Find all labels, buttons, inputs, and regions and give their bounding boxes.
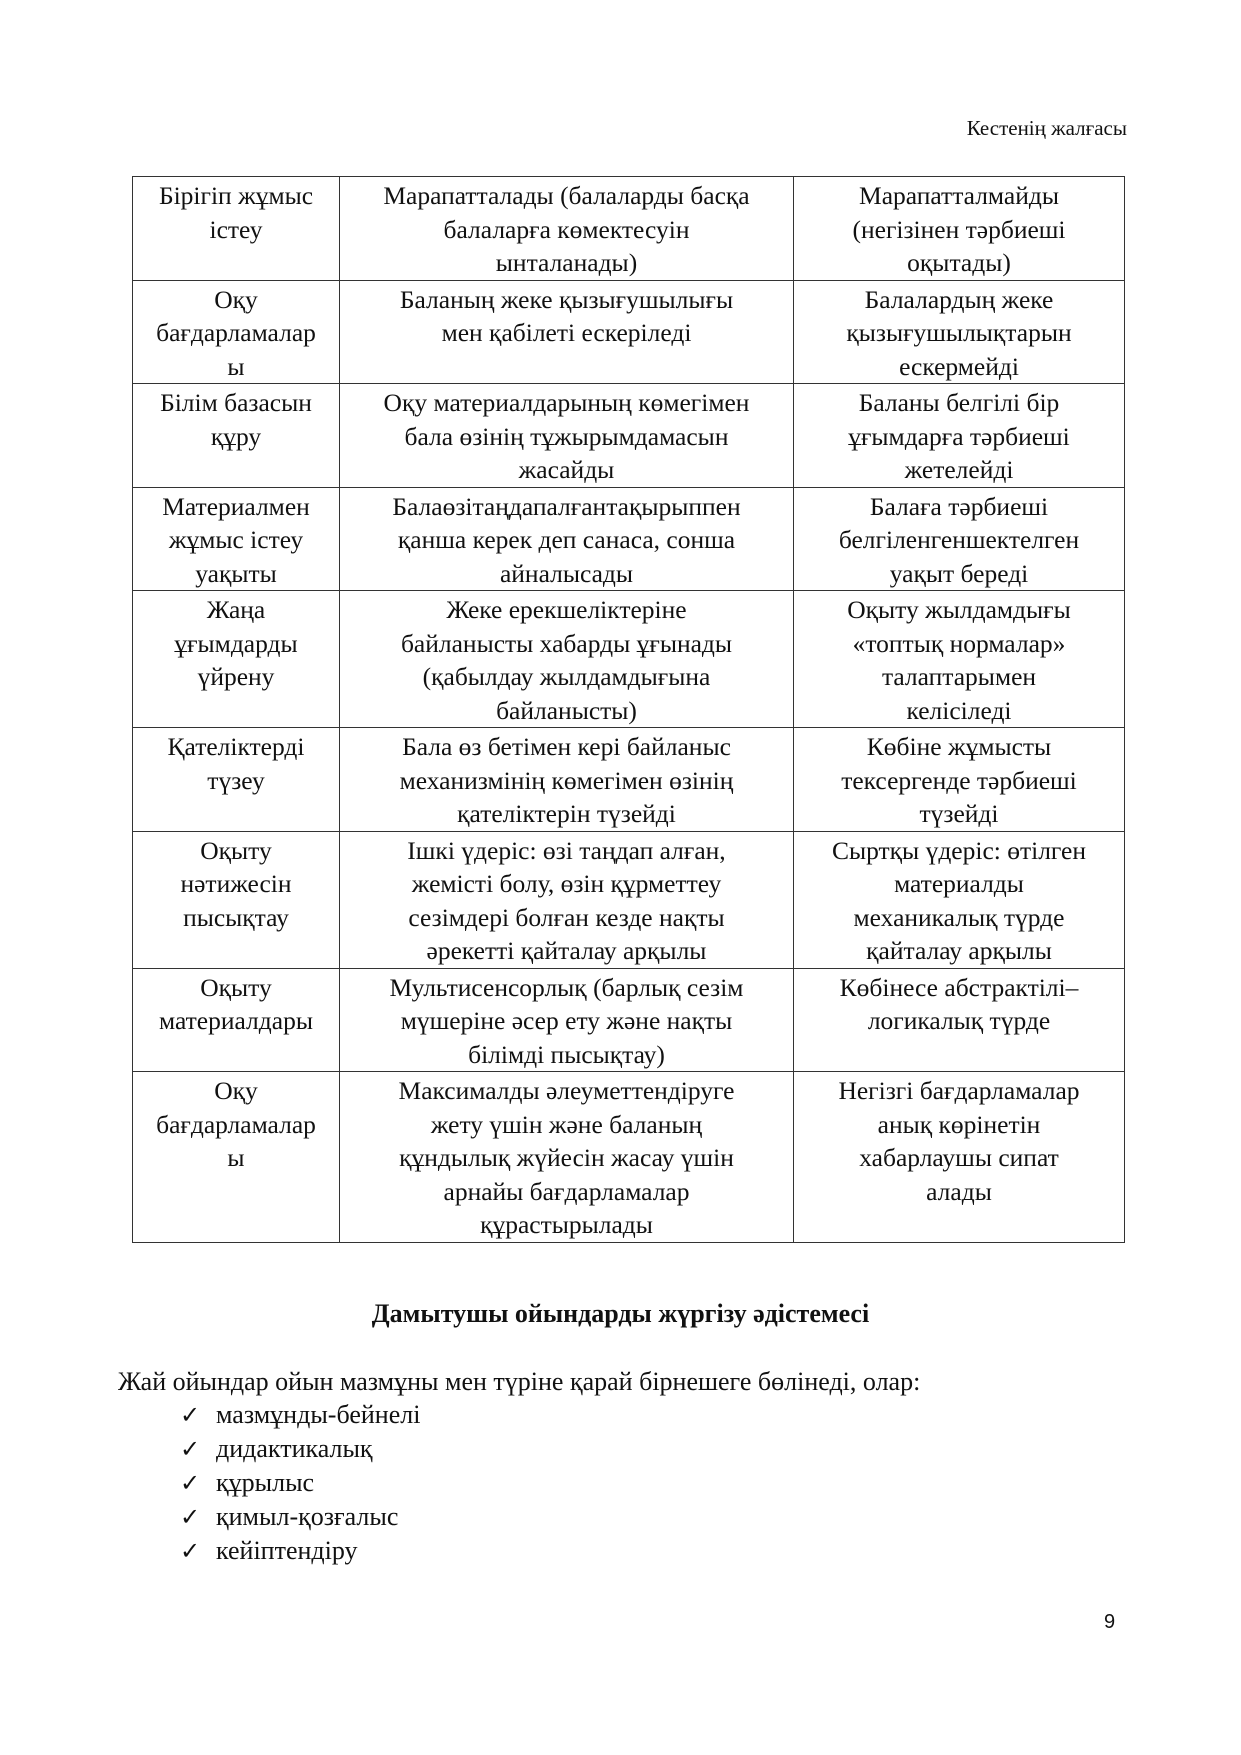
table-cell-criterion: Оқыту материалдары: [159, 972, 313, 1035]
checkmark-icon: ✓: [180, 1503, 201, 1531]
table-cell-montessori: Балаөзітаңдапалғантақырыппен қанша керек деп санаса, сонша айналысады: [392, 491, 741, 588]
table-cell-traditional: Негізгі бағдарламалар анық көрінетін хабарлаушы сипат алады: [838, 1076, 1080, 1206]
page-number: 9: [1104, 1611, 1116, 1633]
table-row: [133, 1072, 1125, 1243]
table-row: [133, 728, 1125, 832]
table-row: [133, 831, 1125, 968]
intro-paragraph: Жай ойындар ойын мазмұны мен түріне қарай бірнешеге бөлінеді, олар:: [118, 1367, 921, 1396]
table-row: [133, 280, 1125, 384]
checkmark-icon: ✓: [180, 1537, 201, 1565]
table-cell-traditional: Балалардың жеке қызығушылықтарын ескермейді: [846, 284, 1072, 381]
table-cell-traditional: Сыртқы үдеріс: өтілген материалды механикалық түрде қайталау арқылы: [831, 835, 1087, 965]
table-cell-criterion: Білім базасын құру: [160, 388, 312, 451]
table-cell-criterion: Оқу бағдарламалар ы: [156, 1076, 316, 1172]
list-item: [180, 1398, 420, 1432]
table-cell-criterion: Қателіктерді түзеу: [167, 732, 305, 795]
list-item-label: мазмұнды-бейнелі: [216, 1400, 421, 1429]
table-cell-montessori: Мультисенсорлық (барлық сезім мүшеріне әсер ету және нақты білімді пысықтау): [389, 972, 744, 1069]
table-cell-criterion: Бірігіп жұмыс істеу: [158, 181, 314, 244]
checkmark-icon: ✓: [180, 1469, 201, 1497]
game-types-list: [180, 1398, 420, 1568]
table-cell-criterion: Материалмен жұмыс істеу уақыты: [162, 491, 310, 588]
table-cell-criterion: Оқыту нәтижесін пысықтау: [180, 835, 292, 932]
table-row: [133, 177, 1125, 281]
table-cell-montessori: Максималды әлеуметтендіруге жету үшін және баланың құндылық жүйесін жасау үшін арнайы бағдарламалар құрастырылады: [398, 1076, 735, 1239]
table-cell-montessori: Бала өз бетімен кері байланыс механизмінің көмегімен өзінің қателіктерін түзейді: [399, 732, 734, 828]
list-item: [180, 1500, 420, 1534]
list-item-label: қимыл-қозғалыс: [216, 1502, 399, 1531]
table-cell-montessori: Марапатталады (балаларды басқа балаларға көмектесуін ынталанады): [383, 181, 750, 277]
table-row: [133, 591, 1125, 728]
continuation-note: Кестенің жалғасы: [966, 116, 1127, 140]
list-item: [180, 1432, 420, 1466]
table-cell-montessori: Баланың жеке қызығушылығы мен қабілеті ескеріледі: [399, 284, 734, 347]
checkmark-icon: ✓: [180, 1435, 201, 1463]
list-item-label: құрылыс: [216, 1468, 315, 1497]
table-cell-traditional: Балаға тәрбиеші белгіленгеншектелген уақыт береді: [838, 491, 1080, 588]
list-item: [180, 1534, 420, 1568]
section-heading: Дамытушы ойындарды жүргізу әдістемесі: [371, 1299, 870, 1328]
comparison-table: [132, 176, 1125, 1243]
table-cell-traditional: Баланы белгілі бір ұғымдарға тәрбиеші жетелейді: [848, 388, 1070, 484]
table-cell-montessori: Ішкі үдеріс: өзі таңдап алған, жемісті болу, өзін құрметтеу сезімдері болған кезде нақты әрекетті қайталау арқылы: [407, 835, 726, 965]
table-cell-traditional: Көбіне жұмысты тексергенде тәрбиеші түзейді: [841, 732, 1077, 828]
table-row: [133, 968, 1125, 1072]
table-row: [133, 384, 1125, 488]
table-row: [133, 487, 1125, 591]
table-cell-montessori: Оқу материалдарының көмегімен бала өзінің тұжырымдамасын жасайды: [383, 388, 750, 484]
list-item: [180, 1466, 420, 1500]
checkmark-icon: ✓: [180, 1401, 201, 1429]
table-cell-montessori: Жеке ерекшеліктеріне байланысты хабарды ұғынады (қабылдау жылдамдығына байланысты): [400, 595, 733, 725]
list-item-label: кейіптендіру: [216, 1536, 358, 1565]
table-cell-criterion: Жаңа ұғымдарды үйрену: [174, 595, 298, 691]
table-cell-traditional: Марапатталмайды (негізінен тәрбиеші оқытады): [852, 181, 1066, 277]
list-item-label: дидактикалық: [216, 1434, 373, 1463]
table-cell-traditional: Оқыту жылдамдығы «топтық нормалар» талаптарымен келісіледі: [847, 595, 1071, 725]
table-cell-criterion: Оқу бағдарламалар ы: [156, 284, 316, 381]
table-cell-traditional: Көбінесе абстрактілі– логикалық түрде: [839, 972, 1079, 1035]
